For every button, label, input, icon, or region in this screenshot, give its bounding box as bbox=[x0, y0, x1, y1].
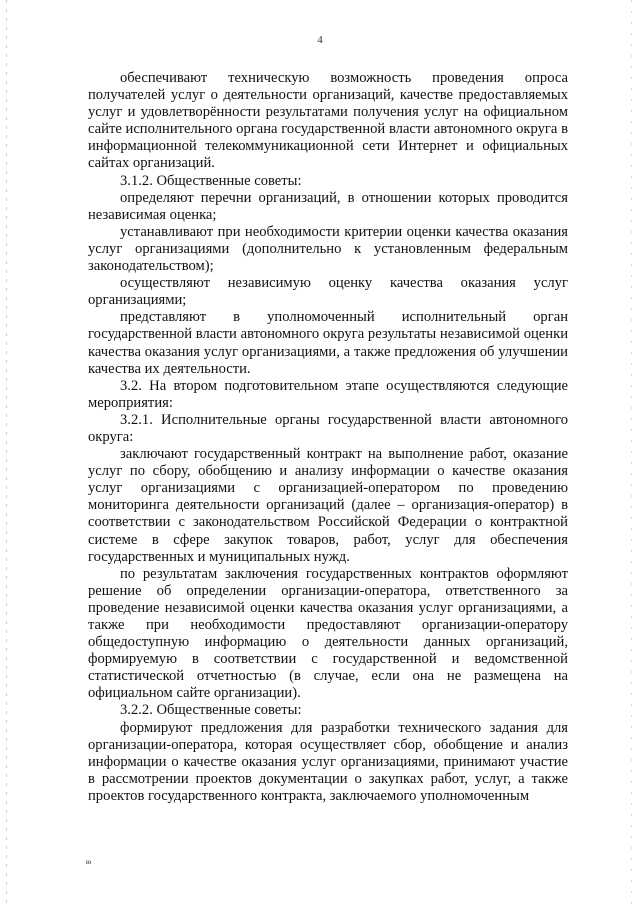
paragraph-set-criteria: устанавливают при необходимости критерии оценки качества оказания услуг организациями (дополнительно к установленным федеральным законодательством); bbox=[88, 223, 568, 275]
heading-3-2: 3.2. На втором подготовительном этапе осуществляются следующие мероприятия: bbox=[88, 377, 568, 411]
paragraph-survey-provision: обеспечивают техническую возможность проведения опроса получателей услуг о деятельности организаций, качестве предоставляемых услуг и удовлетворённости результатами получения услуг на официальном сайте исполнительного органа государственной власти автономного округа в информационной телекоммуникационной сети Интернет и официальных сайтах организаций. bbox=[88, 70, 568, 172]
heading-3-2-2: 3.2.2. Общественные советы: bbox=[120, 702, 302, 719]
document-body bbox=[88, 70, 568, 805]
paragraph-define-lists: определяют перечни организаций, в отношении которых проводится независимая оценка; bbox=[88, 189, 568, 223]
paragraph-operator-decision: по результатам заключения государственных контрактов оформляют решение об определении организации-оператора, ответственного за проведение независимой оценки качества оказания услуг организациями, а также при необходимости предоставляют организации-оператору общедоступную информацию о деятельности данных организаций, формируемую в соответствии с государственной и ведомственной статистической отчетностью (в случае, если она не размещена на официальном сайте организации). bbox=[88, 565, 568, 702]
heading-3-2-1: 3.2.1. Исполнительные органы государственной власти автономного округа: bbox=[88, 411, 568, 445]
heading-3-1-2: 3.1.2. Общественные советы: bbox=[120, 172, 302, 189]
page-number: 4 bbox=[317, 34, 323, 46]
scan-edge-right bbox=[631, 0, 632, 905]
footer-mark: ю bbox=[86, 858, 92, 866]
scan-edge-left bbox=[6, 0, 7, 905]
paragraph-perform-evaluation: осуществляют независимую оценку качества оказания услуг организациями; bbox=[88, 275, 568, 309]
paragraph-submit-results: представляют в уполномоченный исполнительный орган государственной власти автономного округа результаты независимой оценки качества оказания услуг организациями, а также предложения об улучшении качества их деятельности. bbox=[88, 309, 568, 377]
paragraph-technical-task: формируют предложения для разработки технического задания для организации-оператора, которая осуществляет сбор, обобщение и анализ информации о качестве оказания услуг организациями, принимают участие в рассмотрении проектов документации о закупках работ, услуг, а также проектов государственного контракта, заключаемого уполномоченным bbox=[88, 719, 568, 804]
paragraph-conclude-contract: заключают государственный контракт на выполнение работ, оказание услуг по сбору, обобщению и анализу информации о качестве оказания услуг организациями с организацией-оператором по проведению мониторинга деятельности организаций (далее – организация-оператор) в соответствии с законодательством Российской Федерации о контрактной системе в сфере закупок товаров, работ, услуг для обеспечения государственных и муниципальных нужд. bbox=[88, 446, 568, 565]
